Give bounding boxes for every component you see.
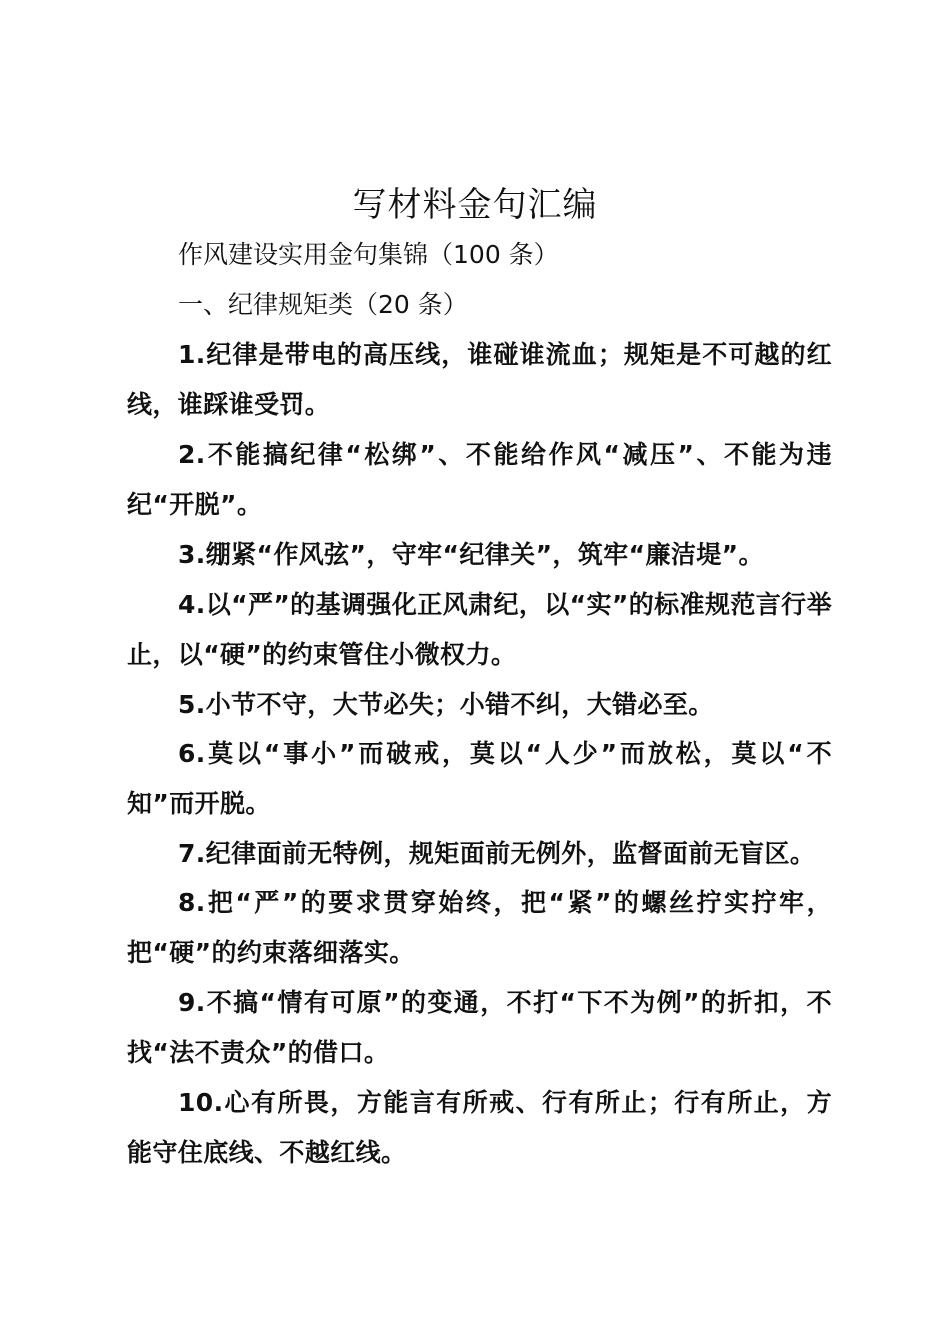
list-item: 10.心有所畏，方能言有所戒、行有所止；行有所止，方能守住底线、不越红线。 <box>127 1088 832 1167</box>
list-item: 4.以“严”的基调强化正风肃纪，以“实”的标准规范言行举止，以“硬”的约束管住小微权力。 <box>127 590 832 669</box>
list-item: 6.莫以“事小”而破戒，莫以“人少”而放松，莫以“不知”而开脱。 <box>127 739 832 818</box>
list-item: 9.不搞“情有可原”的变通，不打“下不为例”的折扣，不找“法不责众”的借口。 <box>127 988 832 1067</box>
list-item: 5.小节不守，大节必失；小错不纠，大错必至。 <box>178 690 714 719</box>
list-item: 1.纪律是带电的高压线，谁碰谁流血；规矩是不可越的红线，谁踩谁受罚。 <box>127 340 832 419</box>
list-item: 3.绷紧“作风弦”，守牢“纪律关”，筑牢“廉洁堤”。 <box>178 540 764 569</box>
section-heading: 一、纪律规矩类（20 条） <box>178 290 468 319</box>
list-item: 2.不能搞纪律“松绑”、不能给作风“减压”、不能为违纪“开脱”。 <box>127 440 832 519</box>
list-item: 7.纪律面前无特例，规矩面前无例外，监督面前无盲区。 <box>178 839 816 868</box>
list-item: 8.把“严”的要求贯穿始终，把“紧”的螺丝拧实拧牢，把“硬”的约束落细落实。 <box>127 888 832 967</box>
document-subtitle: 作风建设实用金句集锦（100 条） <box>178 240 559 269</box>
document-title: 写材料金句汇编 <box>352 185 598 225</box>
